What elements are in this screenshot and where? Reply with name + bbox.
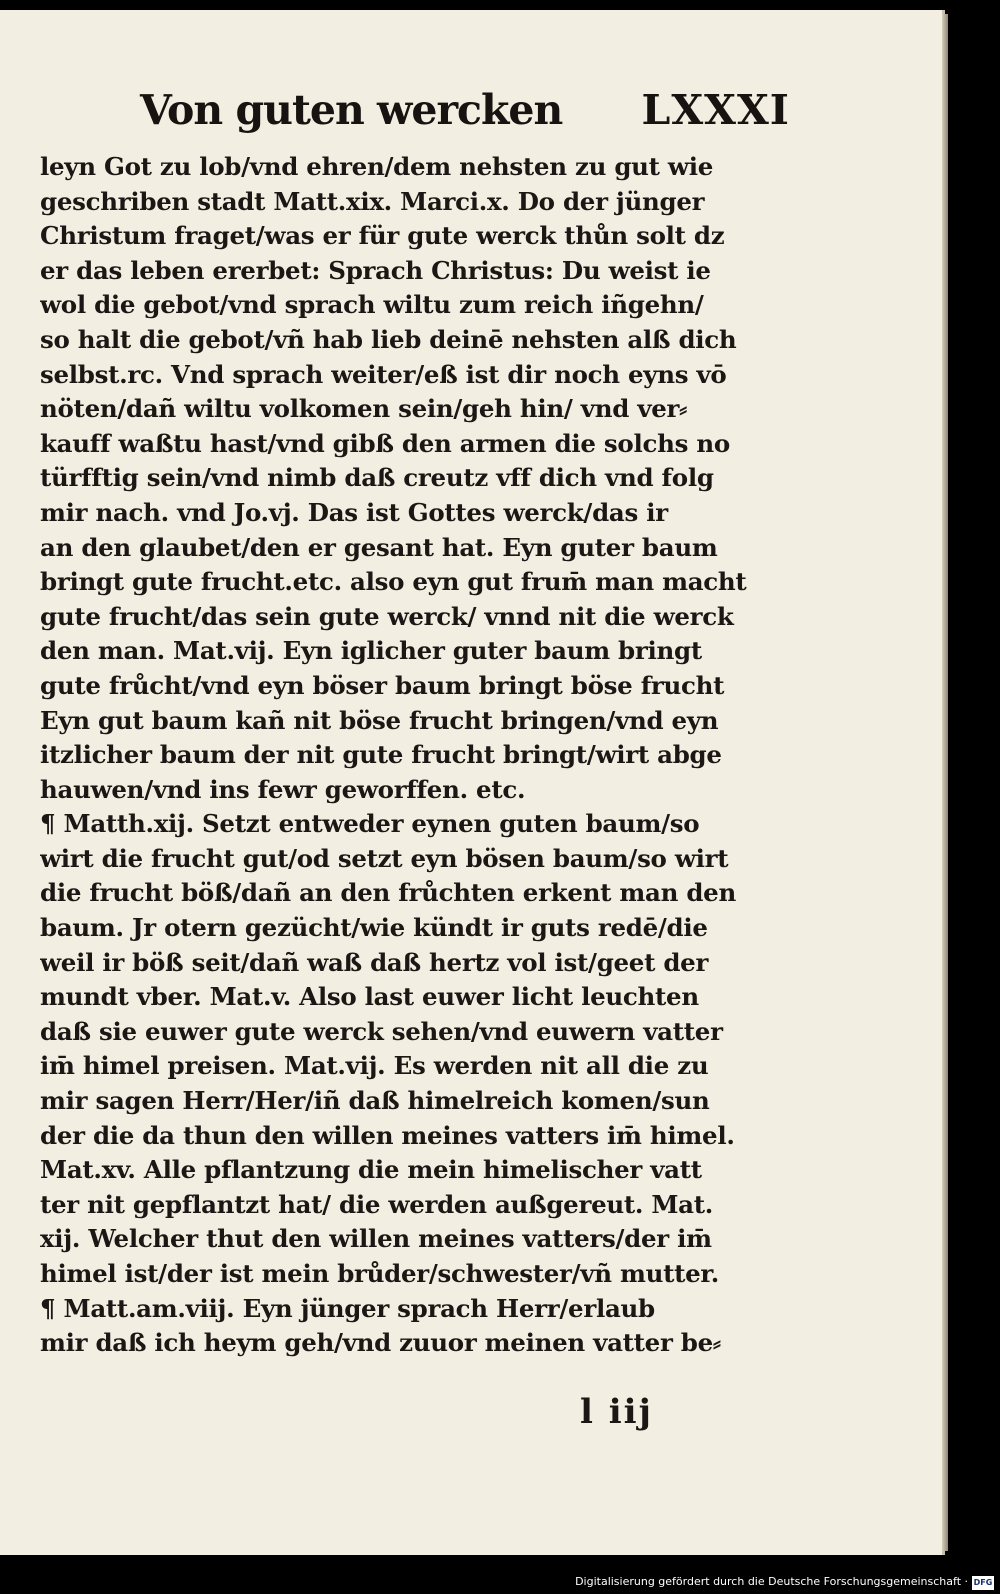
text-line: mundt vber. Mat.v. Also last euwer licht leuchten (40, 982, 699, 1012)
text-line: selbst.rc. Vnd sprach weiter/eß ist dir noch eyns vō (40, 359, 727, 389)
text-line: türfftig sein/vnd nimb daß creutz vff dich vnd folg (40, 463, 714, 493)
text-line: ¶ Matth.xij. Setzt entweder eynen guten baum/so (40, 809, 700, 839)
text-line: Mat.xv. Alle pflantzung die mein himelischer vatt (40, 1155, 702, 1185)
text-line: gute frucht/das sein gute werck/ vnnd nit die werck (40, 601, 734, 631)
text-line: hauwen/vnd ins fewr geworffen. etc. (40, 774, 526, 804)
text-line: mir nach. vnd Jo.vj. Das ist Gottes werck/das ir (40, 497, 668, 527)
digitization-credit: Digitalisierung gefördert durch die Deutsche Forschungsgemeinschaft · (575, 1575, 968, 1588)
signature-mark: l iij (580, 1392, 653, 1432)
text-line: mir sagen Herr/Her/iñ daß himelreich komen/sun (40, 1086, 710, 1116)
text-line: daß sie euwer gute werck sehen/vnd euwern vatter (40, 1016, 723, 1046)
text-line: im̄ himel preisen. Mat.vij. Es werden nit all die zu (40, 1051, 709, 1081)
text-line: Eyn gut baum kañ nit böse frucht bringen/vnd eyn (40, 705, 719, 735)
text-line: xij. Welcher thut den willen meines vatters/der im̄ (40, 1224, 712, 1254)
running-title: Von guten wercken (140, 86, 563, 134)
body-text (40, 150, 790, 1361)
text-line: itzlicher baum der nit gute frucht bringt/wirt abge (40, 740, 722, 770)
text-line: ¶ Matt.am.viij. Eyn jünger sprach Herr/erlaub (40, 1293, 655, 1323)
text-line: kauff waßtu hast/vnd gibß den armen die solchs no (40, 428, 730, 458)
text-line: gute frůcht/vnd eyn böser baum bringt böse frucht (40, 670, 725, 700)
page-edge (942, 14, 948, 1551)
text-line: geschriben stadt Matt.xix. Marci.x. Do der jünger (40, 186, 705, 216)
text-line: bringt gute frucht.etc. also eyn gut frum̄ man macht (40, 567, 747, 597)
page-header (140, 86, 790, 148)
text-line: an den glaubet/den er gesant hat. Eyn guter baum (40, 532, 718, 562)
text-line: Christum fraget/was er für gute werck thůn solt dz (40, 221, 725, 251)
text-line: der die da thun den willen meines vatters im̄ himel. (40, 1120, 735, 1150)
text-line: die frucht böß/dañ an den frůchten erkent man den (40, 878, 736, 908)
text-line: ter nit gepflantzt hat/ die werden außgereut. Mat. (40, 1189, 713, 1219)
text-line: mir daß ich heym geh/vnd zuuor meinen vatter be⸗ (40, 1328, 721, 1358)
text-line: himel ist/der ist mein brůder/schwester/vñ mutter. (40, 1259, 720, 1288)
text-line: den man. Mat.vij. Eyn iglicher guter baum bringt (40, 636, 702, 666)
text-line: so halt die gebot/vñ hab lieb deinē nehsten alß dich (40, 324, 737, 354)
text-line: leyn Got zu lob/vnd ehren/dem nehsten zu gut wie (40, 152, 713, 181)
text-line: baum. Jr otern gezücht/wie kündt ir guts redē/die (40, 913, 708, 943)
text-line: nöten/dañ wiltu volkomen sein/geh hin/ vnd ver⸗ (40, 394, 688, 424)
text-line: wirt die frucht gut/od setzt eyn bösen baum/so wirt (40, 843, 729, 873)
text-line: er das leben ererbet: Sprach Christus: Du weist ie (40, 255, 711, 285)
text-line: weil ir böß seit/dañ waß daß hertz vol ist/geet der (40, 947, 709, 977)
text-line: wol die gebot/vnd sprach wiltu zum reich iñgehn/ (40, 290, 704, 320)
folio-number: LXXXI (641, 86, 790, 134)
dfg-logo: DFG (972, 1576, 994, 1590)
